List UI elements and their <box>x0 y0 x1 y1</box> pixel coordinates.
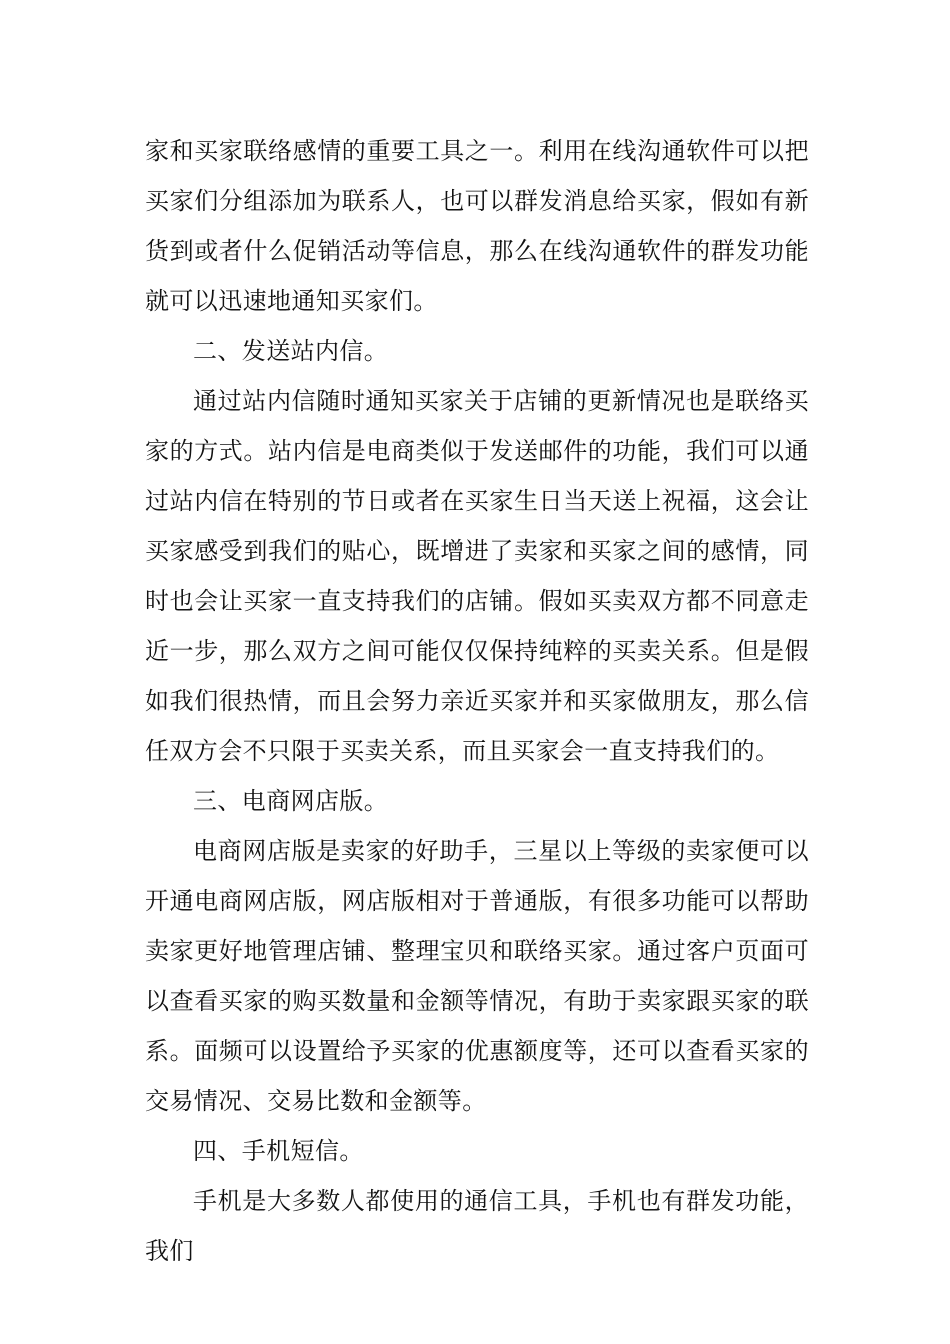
section-heading-4: 四、手机短信。 <box>193 1137 364 1165</box>
paragraph-online-store: 电商网店版是卖家的好助手，三星以上等级的卖家便可以开通电商网店版，网店版相对于普通版，有很多功能可以帮助卖家更好地管理店铺、整理宝贝和联络买家。通过客户页面可以查看买家的购买数量和金额等情况，有助于卖家跟买家的联系。面频可以设置给予买家的优惠额度等，还可以查看买家的交易情况、交易比数和金额等。 <box>145 837 809 1115</box>
paragraph-continuation: 家和买家联络感情的重要工具之一。利用在线沟通软件可以把买家们分组添加为联系人，也可以群发消息给买家，假如有新货到或者什么促销活动等信息，那么在线沟通软件的群发功能就可以迅速地通知买家们。 <box>145 137 809 315</box>
section-heading-3: 三、电商网店版。 <box>193 787 389 815</box>
paragraph-sms: 手机是大多数人都使用的通信工具，手机也有群发功能，我们 <box>145 1187 809 1265</box>
paragraph-site-message: 通过站内信随时通知买家关于店铺的更新情况也是联络买家的方式。站内信是电商类似于发送邮件的功能，我们可以通过站内信在特别的节日或者在买家生日当天送上祝福，这会让买家感受到我们的贴心，既增进了卖家和买家之间的感情，同时也会让买家一直支持我们的店铺。假如买卖双方都不同意走近一步，那么双方之间可能仅仅保持纯粹的买卖关系。但是假如我们很热情，而且会努力亲近买家并和买家做朋友，那么信任双方会不只限于买卖关系，而且买家会一直支持我们的。 <box>145 387 809 765</box>
section-heading-2: 二、发送站内信。 <box>193 337 389 365</box>
document-body <box>145 126 809 1276</box>
